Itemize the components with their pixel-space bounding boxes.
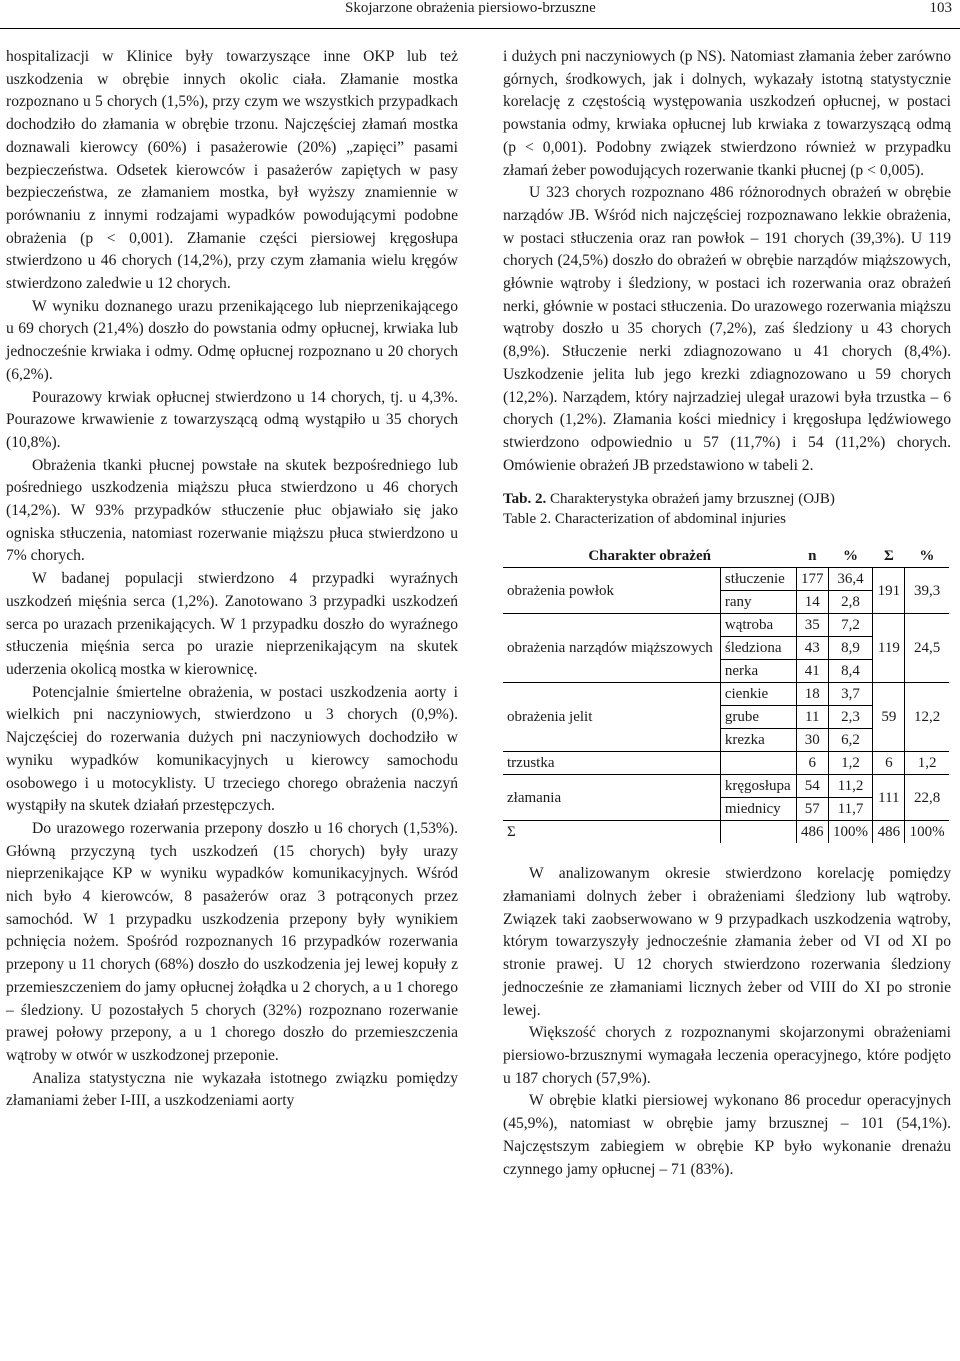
table-row <box>503 683 949 706</box>
header-sum-pct: % <box>905 545 949 568</box>
injury-table <box>503 545 949 843</box>
cell-subtype: cienkie <box>720 683 796 706</box>
table-caption-label: Tab. 2. <box>503 491 547 508</box>
cell-sum-pct: 12,2 <box>905 683 949 752</box>
cell-pct: 11,2 <box>828 775 873 798</box>
cell-sum: 119 <box>873 614 905 683</box>
paragraph: W badanej populacji stwierdzono 4 przypadki wyraźnych uszkodzeń mięśnia serca (1,2%). Zanotowano 3 przypadki uszkodzeń serca po urazach przenikających. W 1 przypadku doszło do wyraźnego stłuczenia mięśnia serca po urazie nieprzenikającym na skutek uderzenia okolicą mostka w kierownicę. <box>6 570 458 678</box>
cell-n: 35 <box>796 614 828 637</box>
cell-n: 11 <box>796 706 828 729</box>
cell-n: 18 <box>796 683 828 706</box>
cell-subtype: krezka <box>720 729 796 752</box>
cell-n: 486 <box>796 821 828 844</box>
paragraph: Obrażenia tkanki płucnej powstałe na skutek bezpośredniego lub pośredniego uszkodzenia miąższu płuca stwierdzono u 46 chorych (14,2%). W 93% przypadków stłuczenie płuc objawiało się jako ogniska stłuczenia, natomiast rozerwanie miąższu płuca stwierdzono u 7% chorych. <box>6 456 458 565</box>
header-n: n <box>796 545 828 568</box>
page-number: 103 <box>929 0 952 16</box>
cell-sum: 6 <box>873 752 905 775</box>
cell-sum-pct: 100% <box>905 821 949 844</box>
header-type: Charakter obrażeń <box>503 545 796 568</box>
cell-n: 30 <box>796 729 828 752</box>
cell-n: 177 <box>796 568 828 591</box>
cell-subtype: miednicy <box>720 798 796 821</box>
paragraph: W obrębie klatki piersiowej wykonano 86 procedur operacyjnych (45,9%), natomiast w obrębie jamy brzusznej – 101 (54,1%). Najczęstszym zabiegiem w obrębie KP było wykonanie drenażu czynnego jamy opłucnej – 71 (83%). <box>503 1092 951 1178</box>
cell-pct: 1,2 <box>828 752 873 775</box>
paragraph: i dużych pni naczyniowych (p NS). Natomiast złamania żeber zarówno górnych, środkowych, jak i dolnych, wykazały istotną statystycznie korelację z częstością występowania uszkodzeń opłucnej, w postaci powstania odmy, krwiaka opłucnej lub krwiaka z towarzyszącą odmą (p < 0,001). Podobny związek stwierdzono również w przypadku złamań żeber powodujących rozerwanie tkanki płucnej (p < 0,005). <box>503 48 951 179</box>
paragraph: Potencjalnie śmiertelne obrażenia, w postaci uszkodzenia aorty i wielkich pni naczyniowych, stwierdzono u 3 chorych (0,9%). Najczęściej do rozerwania dużych pni naczyniowych dochodziło w wyniku wypadków komunikacyjnych u kierowcy samochodu osobowego i u motocyklisty. U trzeciego chorego obrażenia naczyń wystąpiły na skutek działań przestępczych. <box>6 683 458 815</box>
cell-subtype: kręgosłupa <box>720 775 796 798</box>
paragraph: hospitalizacji w Klinice były towarzyszące inne OKP lub też uszkodzenia w obrębie innych okolic ciała. Złamanie mostka rozpoznano u 5 chorych (1,5%), przy czym we wszystkich przypadkach dochodziło do złamania w obrębie trzonu. Najczęściej złamań mostka doznawali kierowcy (60%) i pasażerowie (20%) „zapięci” pasami bezpieczeństwa. Odsetek kierowców i pasażerów zapiętych w pasy bezpieczeństwa, ze złamaniem mostka, był wyższy znamiennie w porównaniu z innymi rodzajami wypadków powodującymi podobne obrażenia (p < 0,001). Złamanie części piersiowej kręgosłupa stwierdzono u 46 chorych (14,2%), przy czym złamania wielu kręgów stwierdzono zaledwie u 12 chorych. <box>6 48 458 293</box>
paragraph: U 323 chorych rozpoznano 486 różnorodnych obrażeń w obrębie narządów JB. Wśród nich najczęściej rozpoznawano lekkie obrażenia, w postaci stłuczenia oraz ran powłok – 191 chorych (39,3%). U 119 chorych (24,5%) doszło do obrażeń w obrębie narządów miąższowych, głównie wątroby i śledziony, w postaci ich rozerwania oraz obrażeń nerki, głównie w postaci stłuczenia. Do urazowego rozerwania miąższu wątroby doszło u 35 chorych (7,2%), zaś śledziony u 43 chorych (8,9%). Stłuczenie nerki zdiagnozowano u 41 chorych (8,4%). Uszkodzenie jelita lub jego krezki zdiagnozowano u 59 chorych (12,2%). Narządem, który najrzadziej ulegał urazowi była trzustka – 6 chorych (1,2%). Złamania kości miednicy i kręgosłupa lędźwiowego stwierdzono odpowiednio u 57 (11,7%) i 54 (11,2%) chorych. Omówienie obrażeń JB przedstawiono w tabeli 2. <box>503 184 951 474</box>
cell-subtype: rany <box>720 591 796 614</box>
table-row <box>503 568 949 591</box>
cell-sum-pct: 39,3 <box>905 568 949 614</box>
cell-category: obrażenia narządów miąższowych <box>503 614 720 683</box>
cell-category: obrażenia jelit <box>503 683 720 752</box>
header-pct: % <box>828 545 873 568</box>
paragraph: W analizowanym okresie stwierdzono korelację pomiędzy złamaniami dolnych żeber i obrażeniami śledziony lub wątroby. Związek taki zaobserwowano w 9 przypadkach uszkodzenia wątroby, którym towarzyszyły jednocześnie złamania żeber od VI od XI po stronie prawej. U 12 chorych stwierdzono rozerwania śledziony jednocześnie ze złamaniami licznych żeber od VIII do XI po stronie lewej. <box>503 865 951 1019</box>
table-row <box>503 614 949 637</box>
running-title: Skojarzone obrażenia piersiowo-brzuszne <box>345 0 596 16</box>
cell-n: 6 <box>796 752 828 775</box>
cell-subtype: śledziona <box>720 637 796 660</box>
right-column-top-text <box>503 46 951 477</box>
cell-sum-pct: 1,2 <box>905 752 949 775</box>
cell-n: 57 <box>796 798 828 821</box>
cell-sum-pct: 24,5 <box>905 614 949 683</box>
right-column <box>503 46 951 1181</box>
cell-subtype: nerka <box>720 660 796 683</box>
cell-sum: 486 <box>873 821 905 844</box>
cell-pct: 7,2 <box>828 614 873 637</box>
running-header <box>0 0 960 29</box>
cell-pct: 3,7 <box>828 683 873 706</box>
table-row <box>503 821 949 844</box>
left-column <box>6 46 458 1113</box>
cell-n: 14 <box>796 591 828 614</box>
cell-pct: 11,7 <box>828 798 873 821</box>
cell-pct: 100% <box>828 821 873 844</box>
cell-pct: 6,2 <box>828 729 873 752</box>
cell-n: 41 <box>796 660 828 683</box>
paragraph: Analiza statystyczna nie wykazała istotnego związku pomiędzy złamaniami żeber I-III, a uszkodzeniami aorty <box>6 1069 458 1110</box>
paragraph: Do urazowego rozerwania przepony doszło u 16 chorych (1,53%). Główną przyczyną tych uszkodzeń (15 chorych) były urazy nieprzenikające KP w wyniku wypadków komunikacyjnych. Wśród nich było 4 kierowców, 8 pasażerów oraz 3 potrąconych przez samochód. W 1 przypadku uszkodzenia przepony były wynikiem pchnięcia nożem. Spośród rozpoznanych 16 przypadków rozerwania przepony u 11 chorych (68%) doszło do uszkodzenia jej lewej kopuły z przemieszczeniem do jamy opłucnej żołądka u 2 chorych, a u 1 chorego – śledziony. U pozostałych 5 chorych (32%) rozpoznano rozerwanie prawej połowy przepony, a u 1 chorego doszło do przemieszczenia wątroby w otwór w uszkodzonej przeponie. <box>6 819 458 1064</box>
cell-subtype: stłuczenie <box>720 568 796 591</box>
cell-category: złamania <box>503 775 720 821</box>
right-column-bottom-text <box>503 863 951 1181</box>
table-caption-pl: Charakterystyka obrażeń jamy brzusznej (OJB) <box>546 491 835 508</box>
cell-pct: 2,3 <box>828 706 873 729</box>
cell-pct: 8,9 <box>828 637 873 660</box>
cell-sum-pct: 22,8 <box>905 775 949 821</box>
cell-sum: 111 <box>873 775 905 821</box>
cell-subtype: grube <box>720 706 796 729</box>
cell-n: 54 <box>796 775 828 798</box>
cell-subtype: wątroba <box>720 614 796 637</box>
table-caption-en: Table 2. Characterization of abdominal injuries <box>503 511 787 528</box>
cell-pct: 36,4 <box>828 568 873 591</box>
cell-subtype <box>720 821 796 844</box>
cell-subtype <box>720 752 796 775</box>
cell-n: 43 <box>796 637 828 660</box>
table-caption <box>503 489 951 529</box>
header-sum: Σ <box>873 545 905 568</box>
cell-sum: 59 <box>873 683 905 752</box>
cell-category: Σ <box>503 821 720 844</box>
table-row <box>503 775 949 798</box>
paragraph: Większość chorych z rozpoznanymi skojarzonymi obrażeniami piersiowo-brzusznymi wymagała leczenia operacyjnego, które podjęto u 187 chorych (57,9%). <box>503 1024 951 1087</box>
cell-pct: 2,8 <box>828 591 873 614</box>
table-header-row <box>503 545 949 568</box>
cell-category: obrażenia powłok <box>507 582 615 599</box>
cell-pct: 8,4 <box>828 660 873 683</box>
paragraph: Pourazowy krwiak opłucnej stwierdzono u 14 chorych, tj. u 4,3%. Pourazowe krwawienie z towarzyszącą odmą wystąpiło u 35 chorych (10,8%). <box>6 388 458 451</box>
cell-category: trzustka <box>503 752 720 775</box>
paragraph: W wyniku doznanego urazu przenikającego lub nieprzenikającego u 69 chorych (21,4%) doszło do powstania odmy opłucnej, krwiaka lub jednocześnie krwiaka i odmy. Odmę opłucnej rozpoznano u 20 chorych (6,2%). <box>6 297 458 383</box>
cell-sum: 191 <box>873 568 905 614</box>
table-row <box>503 752 949 775</box>
